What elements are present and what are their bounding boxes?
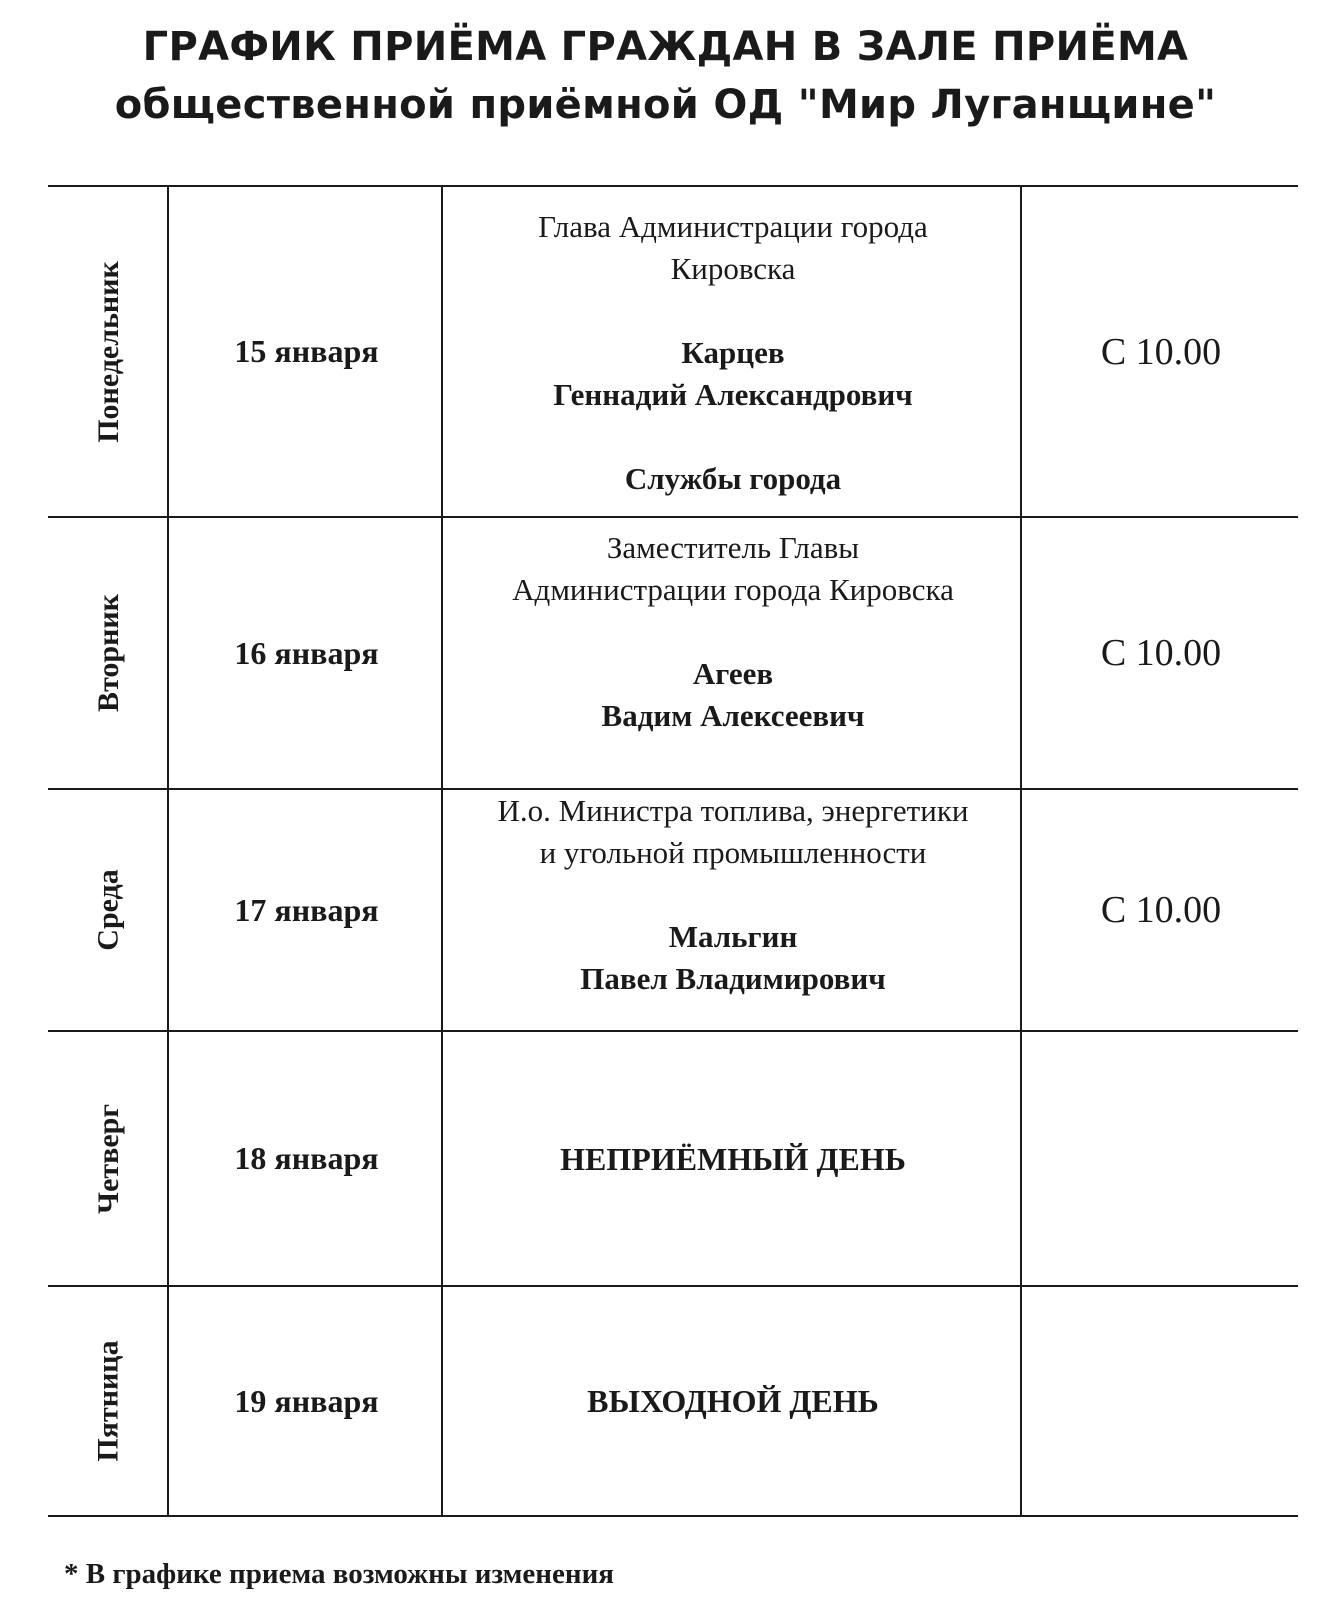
status-cell: ВЫХОДНОЙ ДЕНЬ <box>587 1383 879 1419</box>
position-line: Кировска <box>670 251 796 286</box>
official-surname: Карцев <box>681 335 785 370</box>
day-cell <box>50 1032 167 1285</box>
position-line: Глава Администрации города <box>538 209 928 244</box>
position-line: И.о. Министра топлива, энергетики <box>497 793 969 828</box>
date-cell: 16 января <box>234 634 379 671</box>
date-cell: 18 января <box>234 1140 379 1176</box>
day-cell <box>50 187 167 516</box>
date-cell: 19 января <box>234 1382 379 1419</box>
extra-note: Службы города <box>624 461 842 496</box>
official-surname: Мальгин <box>668 919 798 954</box>
day-cell <box>50 518 167 788</box>
page-title <box>0 18 1331 134</box>
day-label: Вторник <box>91 594 125 712</box>
position-line: Заместитель Главы <box>606 530 860 565</box>
official-cell <box>444 206 1022 500</box>
official-cell <box>444 790 1022 1000</box>
official-fullname: Вадим Алексеевич <box>601 698 865 733</box>
footnote: * В графике приема возможны изменения <box>64 1558 614 1590</box>
title-line-1: ГРАФИК ПРИЁМА ГРАЖДАН В ЗАЛЕ ПРИЁМА <box>142 24 1189 70</box>
time-cell: С 10.00 <box>1100 889 1222 931</box>
official-fullname: Геннадий Александрович <box>553 377 913 412</box>
day-label: Среда <box>91 869 125 951</box>
status-cell: НЕПРИЁМНЫЙ ДЕНЬ <box>560 1140 906 1177</box>
time-cell: С 10.00 <box>1100 632 1222 674</box>
official-surname: Агеев <box>692 656 774 691</box>
day-label: Понедельник <box>91 260 125 443</box>
day-cell <box>50 790 167 1030</box>
position-line: Администрации города Кировска <box>512 572 954 607</box>
date-cell: 15 января <box>234 333 379 369</box>
table-rule <box>167 186 169 1517</box>
date-cell: 17 января <box>234 891 379 928</box>
day-label: Пятница <box>91 1340 125 1462</box>
official-cell <box>444 527 1022 737</box>
table-rule <box>48 1515 1298 1517</box>
position-line: и угольной промышленности <box>539 835 927 870</box>
time-cell: С 10.00 <box>1100 330 1222 373</box>
day-cell <box>50 1287 167 1515</box>
title-line-2: общественной приёмной ОД "Мир Луганщине" <box>114 82 1217 128</box>
day-label: Четверг <box>91 1103 125 1214</box>
official-fullname: Павел Владимирович <box>580 961 886 996</box>
